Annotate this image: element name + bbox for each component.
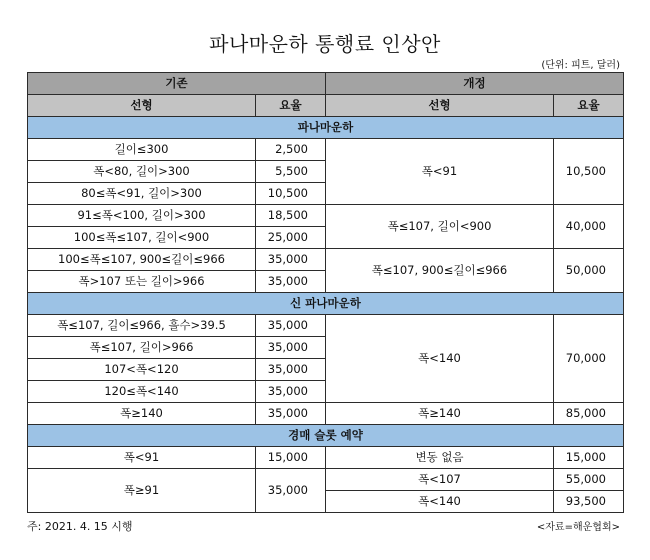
fee-cell: 10,500 — [256, 183, 326, 205]
page-title: 파나마운하 통행료 인상안 — [209, 32, 441, 56]
section-title: 경매 슬롯 예약 — [28, 425, 624, 447]
header-existing: 기존 — [28, 73, 326, 95]
route-cell: 폭≥140 — [326, 403, 554, 425]
table-row — [28, 249, 624, 271]
route-cell: 변동 없음 — [326, 447, 554, 469]
route-cell: 폭<91 — [326, 139, 554, 205]
fee-cell: 40,000 — [554, 205, 624, 249]
route-cell: 100≤폭≤107, 길이<900 — [28, 227, 256, 249]
section-row-new-panama — [28, 293, 624, 315]
fee-cell: 35,000 — [256, 271, 326, 293]
table-row — [28, 205, 624, 227]
header-existing-fee: 요율 — [256, 95, 326, 117]
fee-cell: 10,500 — [554, 139, 624, 205]
fee-cell: 18,500 — [256, 205, 326, 227]
section-title: 파나마운하 — [28, 117, 624, 139]
fee-cell: 55,000 — [554, 469, 624, 491]
section-row-auction — [28, 425, 624, 447]
route-cell: 폭≥91 — [28, 469, 256, 513]
header-revised: 개정 — [326, 73, 624, 95]
route-cell: 폭≤107, 길이>966 — [28, 337, 256, 359]
footnote: 주: 2021. 4. 15 시행 — [27, 520, 133, 533]
fee-cell: 93,500 — [554, 491, 624, 513]
route-cell: 폭<80, 길이>300 — [28, 161, 256, 183]
source-note: <자료=해운협회> — [536, 522, 620, 533]
header-revised-route: 선형 — [326, 95, 554, 117]
fee-cell: 35,000 — [256, 469, 326, 513]
fee-cell: 15,000 — [256, 447, 326, 469]
fee-cell: 25,000 — [256, 227, 326, 249]
table-row — [28, 403, 624, 425]
route-cell: 120≤폭<140 — [28, 381, 256, 403]
route-cell: 폭>107 또는 길이>966 — [28, 271, 256, 293]
route-cell: 107<폭<120 — [28, 359, 256, 381]
route-cell: 80≤폭<91, 길이>300 — [28, 183, 256, 205]
route-cell: 100≤폭≤107, 900≤길이≤966 — [28, 249, 256, 271]
table-row — [28, 447, 624, 469]
fee-cell: 2,500 — [256, 139, 326, 161]
route-cell: 91≤폭<100, 길이>300 — [28, 205, 256, 227]
toll-table — [27, 72, 624, 513]
route-cell: 폭<91 — [28, 447, 256, 469]
fee-cell: 15,000 — [554, 447, 624, 469]
route-cell: 폭≤107, 길이≤966, 흘수>39.5 — [28, 315, 256, 337]
unit-note: (단위: 피트, 달러) — [541, 60, 620, 71]
section-row-panama — [28, 117, 624, 139]
fee-cell: 35,000 — [256, 403, 326, 425]
fee-cell: 5,500 — [256, 161, 326, 183]
header-revised-fee: 요율 — [554, 95, 624, 117]
fee-cell: 35,000 — [256, 315, 326, 337]
route-cell: 폭<140 — [326, 315, 554, 403]
section-title: 신 파나마운하 — [28, 293, 624, 315]
fee-cell: 35,000 — [256, 381, 326, 403]
route-cell: 폭≤107, 900≤길이≤966 — [326, 249, 554, 293]
route-cell: 길이≤300 — [28, 139, 256, 161]
route-cell: 폭<107 — [326, 469, 554, 491]
route-cell: 폭<140 — [326, 491, 554, 513]
route-cell: 폭≥140 — [28, 403, 256, 425]
route-cell: 폭≤107, 길이<900 — [326, 205, 554, 249]
table-row — [28, 469, 624, 491]
header-existing-route: 선형 — [28, 95, 256, 117]
fee-cell: 35,000 — [256, 337, 326, 359]
fee-cell: 50,000 — [554, 249, 624, 293]
table-row — [28, 315, 624, 337]
table-header-row — [28, 73, 624, 95]
table-subheader-row — [28, 95, 624, 117]
table-row — [28, 139, 624, 161]
fee-cell: 85,000 — [554, 403, 624, 425]
fee-cell: 70,000 — [554, 315, 624, 403]
fee-cell: 35,000 — [256, 359, 326, 381]
fee-cell: 35,000 — [256, 249, 326, 271]
